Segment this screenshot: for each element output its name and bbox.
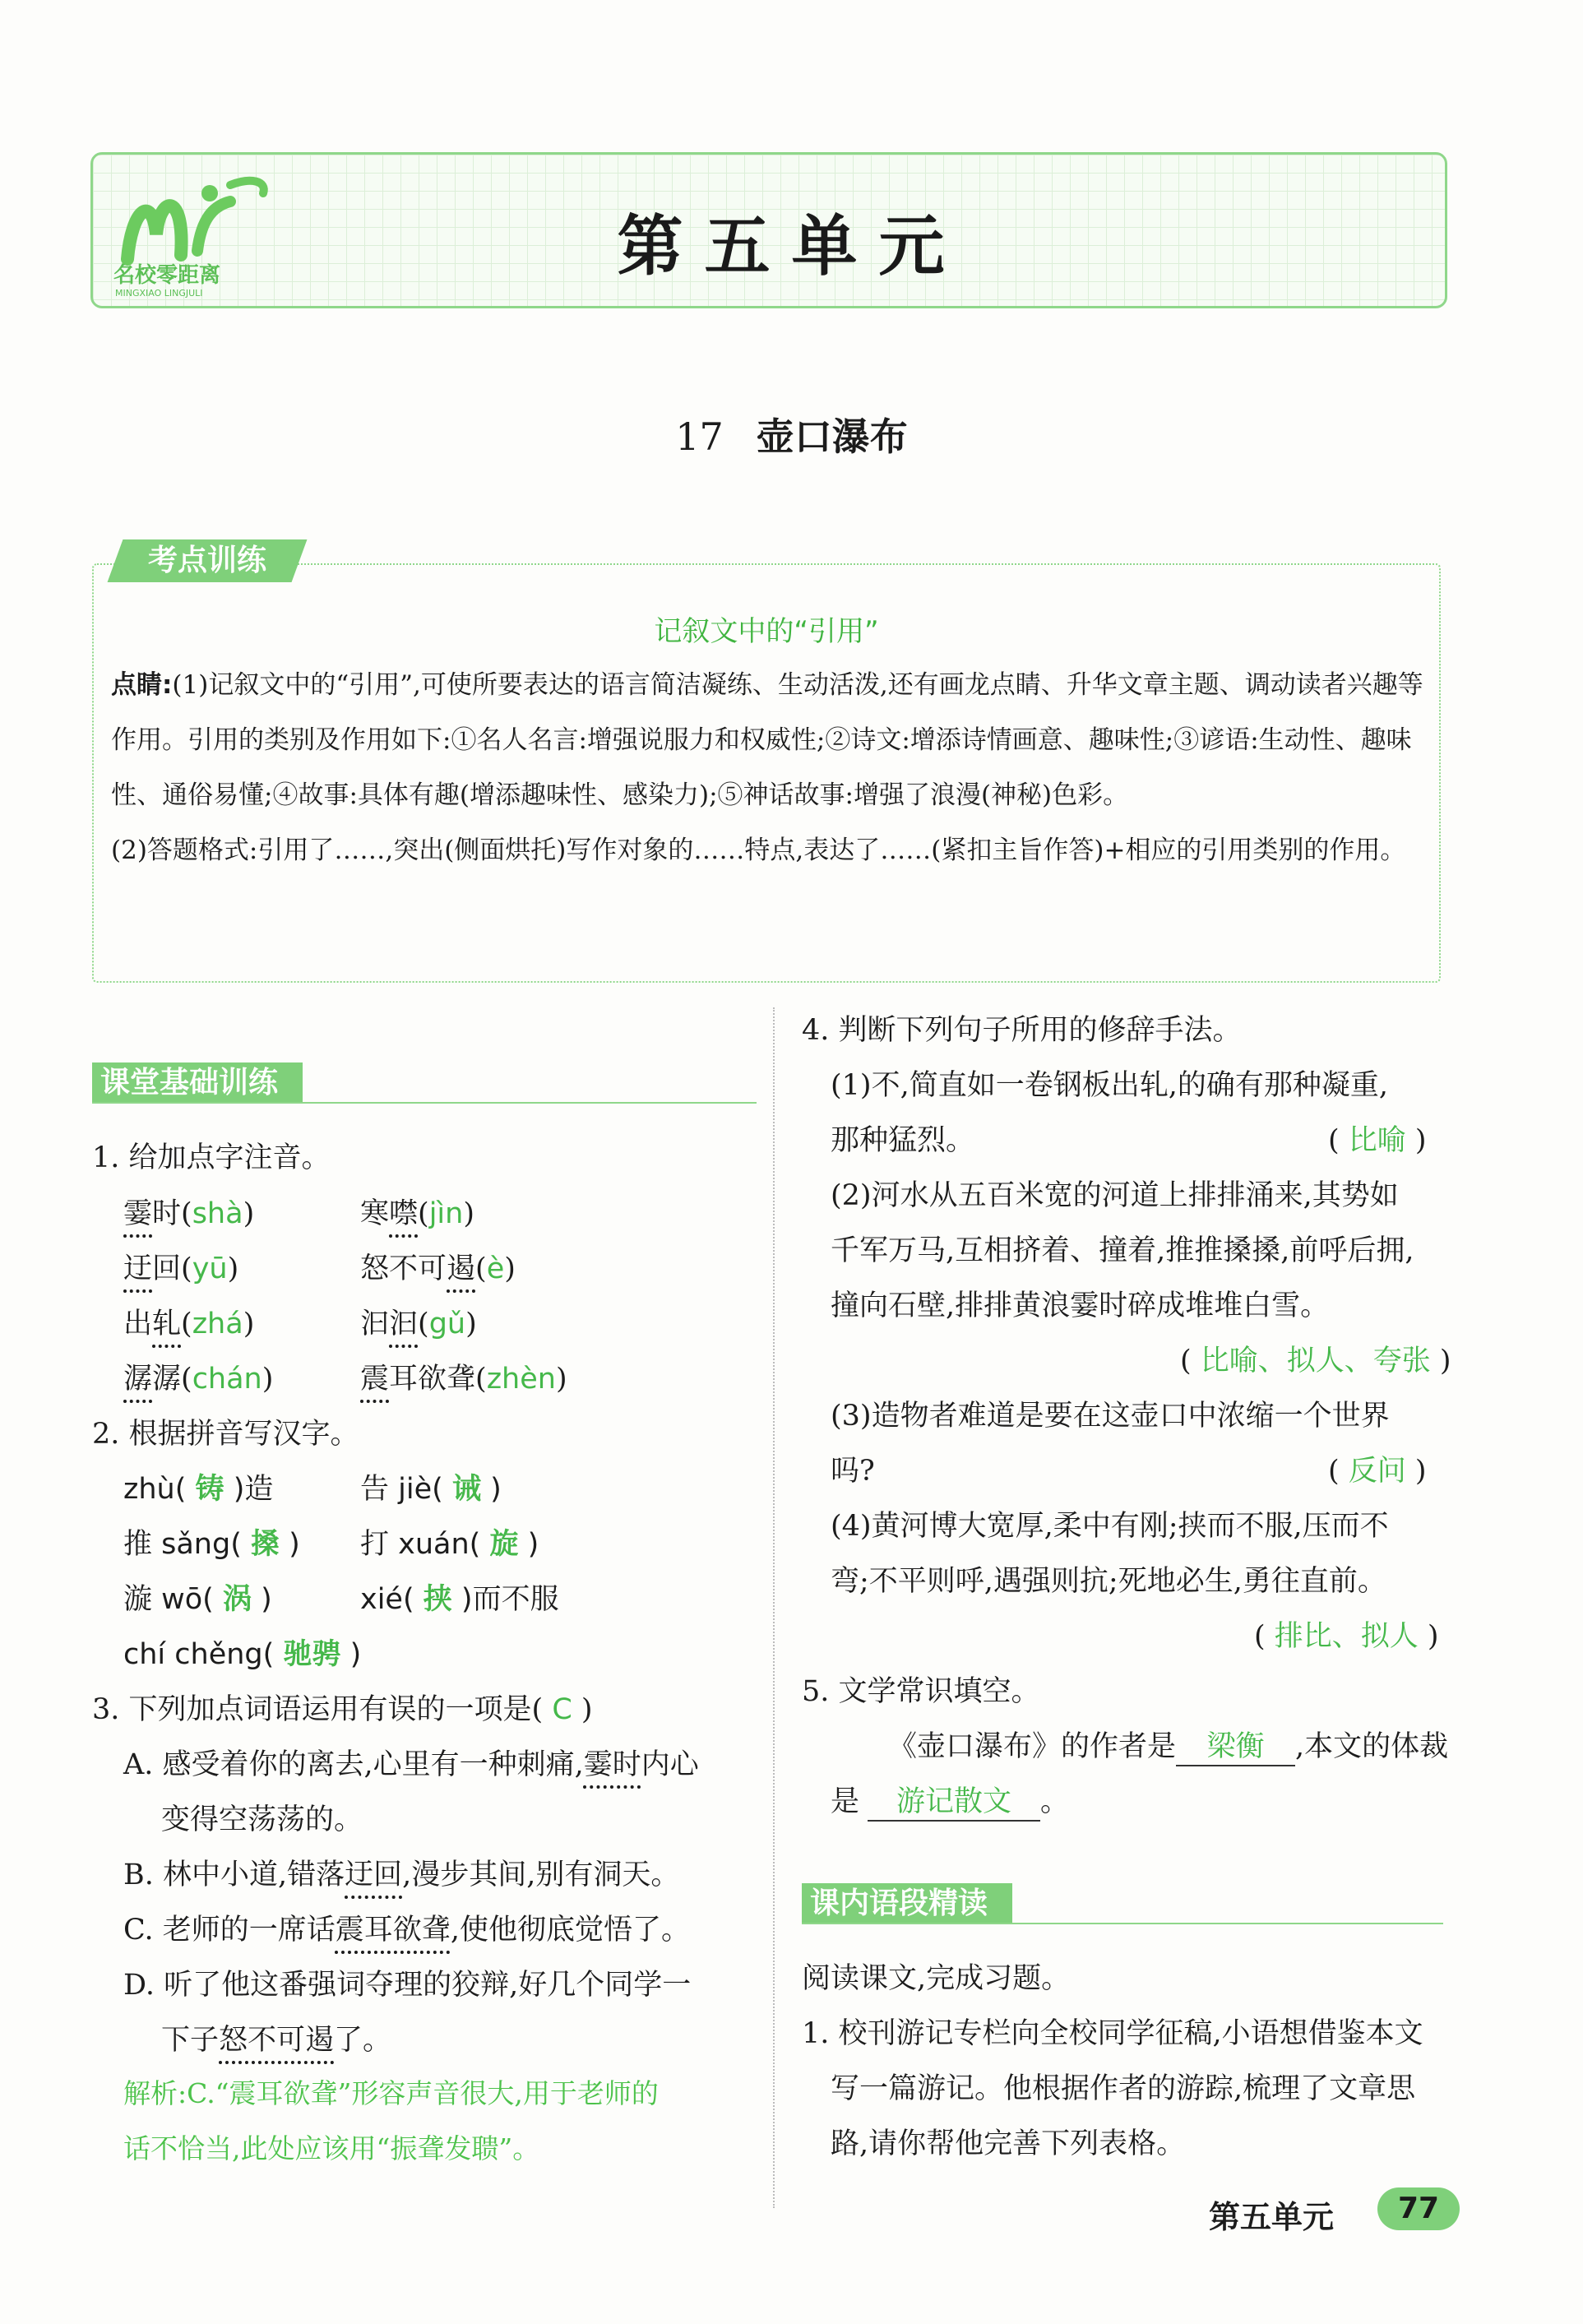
q1-item: 霎时(shà) [123, 1197, 255, 1230]
q2-item: 漩 wō( 涡 ) [123, 1583, 272, 1616]
q4-a2: ( 比喻、拟人、夸张 ) [1180, 1345, 1451, 1377]
q4-s1: (1)不,简直如一卷钢板出轧,的确有那种凝重, [831, 1069, 1388, 1102]
q1-item: 寒噤(jìn) [360, 1197, 474, 1230]
section-reading-tab: 课内语段精读 [802, 1883, 1012, 1924]
reading-q1-cont2: 路,请你帮他完善下列表格。 [831, 2127, 1186, 2160]
q3-option-a: A. 感受着你的离去,心里有一种刺痛,霎时内心 [123, 1748, 699, 1781]
q5-line2: 是 游记散文 。 [831, 1779, 1069, 1822]
lesson-name: 壶口瀑布 [756, 414, 908, 459]
q4-s3-cont: 吗? [831, 1455, 875, 1488]
q2-item: xié( 挟 )而不服 [360, 1583, 559, 1616]
q4-a3: ( 反问 ) [1328, 1455, 1427, 1488]
lesson-title [0, 407, 1583, 461]
q5-stem: 5. 文学常识填空。 [802, 1675, 1040, 1708]
footer-unit: 第五单元 [1209, 2199, 1335, 2235]
page-number: 77 [1377, 2187, 1460, 2230]
q5-genre-blank: 游记散文 [868, 1779, 1040, 1822]
section-basic-line [92, 1102, 757, 1104]
q2-item: 告 jiè( 诫 ) [360, 1473, 502, 1506]
unit-title: 第五单元 [617, 208, 966, 285]
key-point-p1: 点睛:(1)记叙文中的“引用”,可使所要表达的语言简洁凝练、生动活泼,还有画龙点睛、升华文章主题、调动读者兴趣等作用。引用的类别及作用如下:①名人名言:增强说服力和权威性;②诗文:增添诗情画意、趣味性;③谚语:生动性、趣味性、通俗易懂;④故事:具体有趣(增添趣味性、感染力);⑤神话故事:增强了浪漫(神秘)色彩。 [111, 670, 1423, 810]
q5-author-blank: 梁衡 [1176, 1724, 1295, 1766]
q2-item: chí chěng( 驰骋 ) [123, 1638, 362, 1671]
q1-item: 出轧(zhá) [123, 1308, 255, 1340]
q1-item: 迂回(yū) [123, 1252, 239, 1285]
q3-analysis: 解析:C.“震耳欲聋”形容声音很大,用于老师的 [123, 2077, 659, 2109]
q2-stem: 2. 根据拼音写汉字。 [92, 1418, 359, 1451]
q5-line1: 《壶口瀑布》的作者是 梁衡 ,本文的体裁 [888, 1724, 1448, 1766]
q3-option-b: B. 林中小道,错落迂回,漫步其间,别有洞天。 [123, 1859, 680, 1891]
q3-analysis-cont: 话不恰当,此处应该用“振聋发聩”。 [123, 2132, 540, 2164]
q4-s2-cont2: 撞向石壁,排排黄浪霎时碎成堆堆白雪。 [831, 1289, 1330, 1322]
q1-item: 汩汩(gǔ) [360, 1308, 477, 1340]
key-point-body [111, 658, 1427, 878]
q4-s1-cont: 那种猛烈。 [831, 1124, 975, 1157]
q3-option-c: C. 老师的一席话震耳欲聋,使他彻底觉悟了。 [123, 1914, 690, 1947]
q4-s2-cont: 千军万马,互相挤着、撞着,推推搡搡,前呼后拥, [831, 1234, 1414, 1267]
lesson-number: 17 [675, 414, 724, 459]
reading-q1: 1. 校刊游记专栏向全校同学征稿,小语想借鉴本文 [802, 2017, 1423, 2050]
column-divider [773, 1007, 775, 2208]
section-reading-line [802, 1923, 1443, 1924]
key-point-p2: (2)答题格式:引用了……,突出(侧面烘托)写作对象的……特点,表达了……(紧扣主旨作答)+相应的引用类别的作用。 [111, 836, 1406, 865]
key-point-tab: 考点训练 [108, 539, 308, 582]
reading-q1-cont: 写一篇游记。他根据作者的游踪,梳理了文章思 [831, 2072, 1416, 2105]
q1-item: 怒不可遏(è) [360, 1252, 516, 1285]
q4-a4: ( 排比、拟人 ) [1254, 1620, 1439, 1653]
q2-item: 打 xuán( 旋 ) [360, 1528, 539, 1561]
q4-a1: ( 比喻 ) [1328, 1124, 1427, 1157]
q4-stem: 4. 判断下列句子所用的修辞手法。 [802, 1014, 1242, 1047]
q4-s2: (2)河水从五百米宽的河道上排排涌来,其势如 [831, 1179, 1399, 1212]
q3-option-d-cont: 下子怒不可遏了。 [161, 2024, 392, 2057]
q3-option-a-cont: 变得空荡荡的。 [161, 1803, 363, 1836]
q2-item: zhù( 铸 )造 [123, 1473, 274, 1506]
q3-option-d: D. 听了他这番强词夺理的狡辩,好几个同学一 [123, 1969, 692, 2002]
q1-item: 震耳欲聋(zhèn) [360, 1363, 567, 1396]
q4-s4-cont: 弯;不平则呼,遇强则抗;死地必生,勇往直前。 [831, 1565, 1386, 1598]
q4-s3: (3)造物者难道是要在这壶口中浓缩一个世界 [831, 1400, 1390, 1433]
reading-intro: 阅读课文,完成习题。 [802, 1962, 1071, 1995]
section-basic-tab: 课堂基础训练 [92, 1062, 303, 1104]
q1-item: 潺潺(chán) [123, 1363, 274, 1396]
q1-stem: 1. 给加点字注音。 [92, 1141, 331, 1174]
key-point-heading: 记叙文中的“引用” [654, 615, 879, 648]
logo-text: 名校零距离 [113, 263, 221, 288]
q3-stem: 3. 下列加点词语运用有误的一项是( C ) [92, 1693, 593, 1726]
logo-subtext: MINGXIAO LINGJULI [115, 288, 203, 299]
q2-item: 推 sǎng( 搡 ) [123, 1528, 300, 1561]
q4-s4: (4)黄河博大宽厚,柔中有刚;挟而不服,压而不 [831, 1510, 1389, 1543]
